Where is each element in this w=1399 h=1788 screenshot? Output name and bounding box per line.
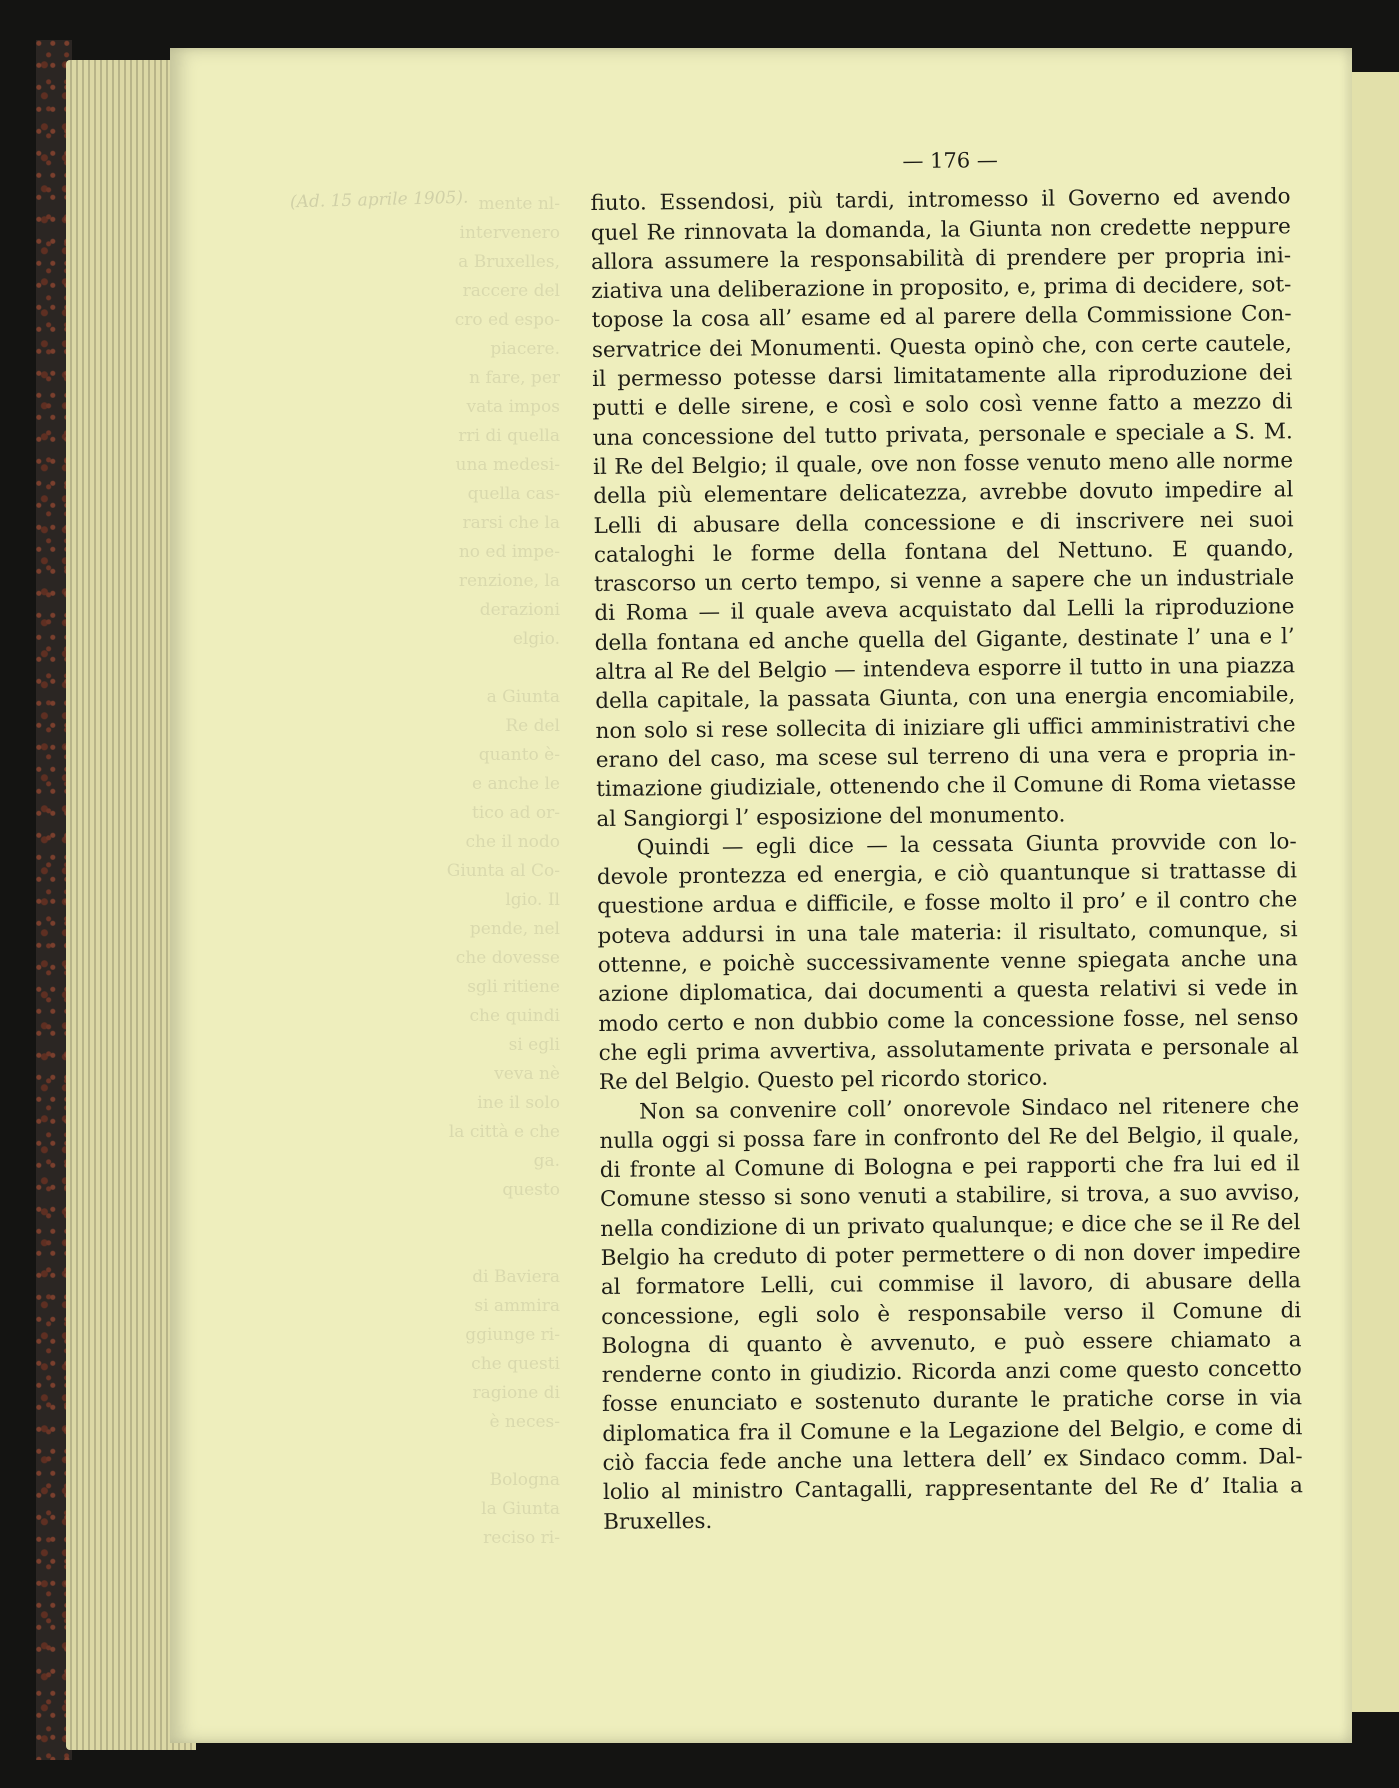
paragraph-1: fiuto. Essendosi, più tardi, intromesso il Governo ed avendo quel Re rinnovata la domanda, la Giunta non credette neppure allora assumere la responsabilità di prendere per propria iniziativa una deliberazione in proposito, e, prima di decidere, sottopose la cosa all’ esame ed al parere della Commissione Conservatrice dei Monumenti. Questa opinò che, con certe cautele, il permesso potesse darsi limitatamente alla riproduzione dei putti e delle sirene, e così e solo così venne fatto a mezzo di una concessione del tutto privata, personale e speciale a S. M. il Re del Belgio; il quale, ove non fosse venuto meno alle norme della più elementare delicatezza, avrebbe dovuto impedire al Lelli di abusare della concessione e di inscrivere nei suoi cataloghi le forme della fontana del Nettuno. E quando, trascorso un certo tempo, si venne a sapere che un industriale di Roma — il quale aveva acquistato dal Lelli la riproduzione della fontana ed anche quella del Gigante, destinate l’ una e l’ altra al Re del Belgio — intendeva esporre il tutto in una piazza della capitale, la passata Giunta, con una energia encomiabile, non solo si rese sollecita di iniziare gli uffici amministrativi che erano del caso, ma scese sul terreno di una vera e propria intimazione giudiziale, ottenendo che il Comune di Roma vietasse al Sangiorgi l’ esposizione del monumento. xyxy=(590,184,1297,832)
margin-annotation: (Ad. 15 aprile 1905). xyxy=(289,187,469,213)
paragraph-3: Non sa convenire coll’ onorevole Sindaco nel ritenere che nulla oggi si possa fare in confronto del Re del Belgio, il quale, di fronte al Comune di Bologna e pei rapporti che fra lui ed il Comune stesso si sono venuti a stabilire, si trova, a suo avviso, nella condizione di un privato qualunque; e dice che se il Re del Belgio ha creduto di poter permettere o di non dover impedire al formatore Lelli, cui commise il lavoro, di abusare della concessione, egli solo è responsabile verso il Comune di Bologna di quanto è avvenuto, e può essere chiamato a renderne conto in giudizio. Ricorda anzi come questo concetto fosse enunciato e sostenuto durante le pratiche corse in via diplomatica fra il Comune e la Legazione del Belgio, e come di ciò faccia fede anche una lettera dell’ ex Sindaco comm. Dallolio al ministro Cantagalli, rappresentante del Re d’ Italia a Bruxelles. xyxy=(599,1092,1303,1535)
page-number: — 176 — xyxy=(902,148,998,174)
paragraph-2: Quindi — egli dice — la cessata Giunta provvide con lodevole prontezza ed energia, e ciò quantunque si trattasse di questione ardua e difficile, e fosse molto il pro’ e il contro che poteva addursi in una tale materia: il risultato, comunque, si ottenne, e poichè successivamente venne spiegata anche una azione diplomatica, dai documenti a questa relativi si vede in modo certo e non dubbio come la concessione fosse, nel senso che egli prima avvertiva, assolutamente privata e personale al Re del Belgio. Questo pel ricordo storico. xyxy=(596,829,1299,1096)
next-page-edge xyxy=(1346,72,1399,1712)
bleed-through-text: mente nl- intervenero a Bruxelles, raccere del cro ed espo- piacere. n fare, per vata impos rri di quella una medesi- quella cas- rarsi che la no ed impe- renzione, la derazioni elgio. a Giunta Re del quanto è- e anche le tico ad or- che il nodo Giunta al Co- lgio. Il pende, nel che dovesse sgli ritiene che quindi si egli veva nè ine il solo la città e che ga. questo di Baviera si ammira ggiunge ri- che questi ragione di è neces- Bologna la Giunta reciso ri- xyxy=(446,194,560,1548)
page-content xyxy=(590,143,1303,1537)
